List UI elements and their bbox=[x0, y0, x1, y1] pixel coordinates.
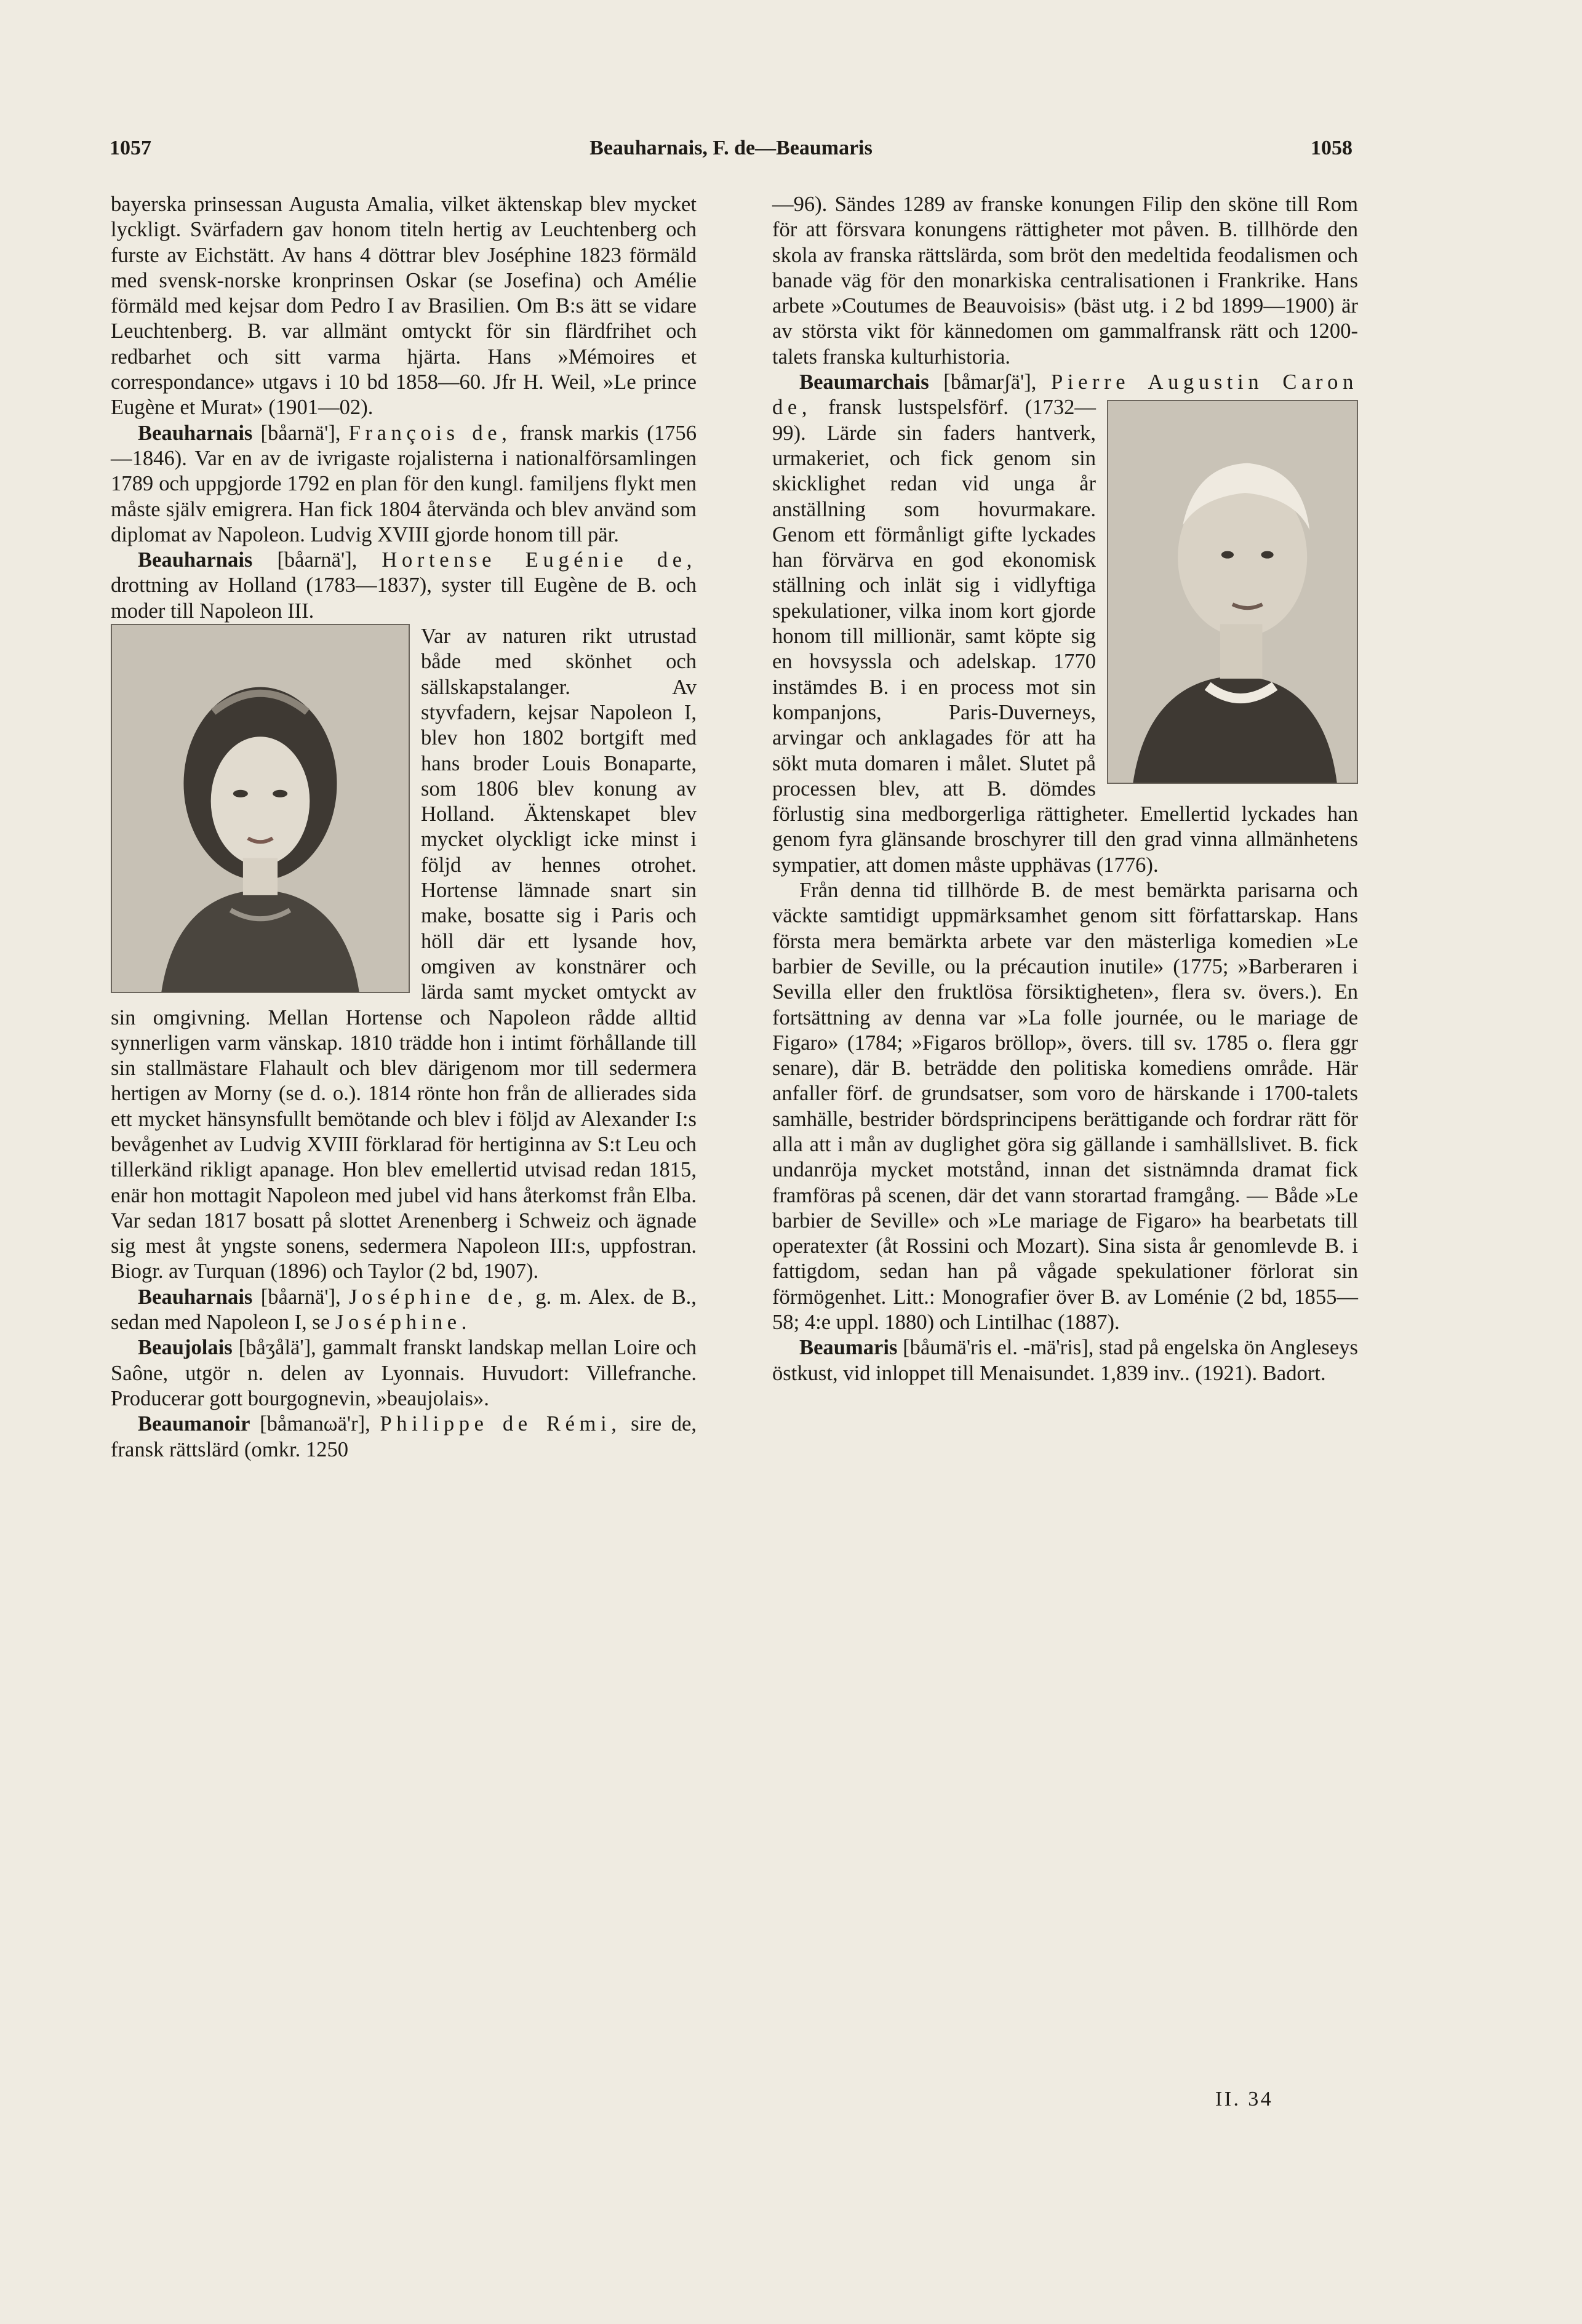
entry-hortense-continued: Var av naturen rikt utrustad både med skönhet och sällskapstalanger. Av styvfadern, kejsar Napoleon I, blev hon 1802 bortgift med hans broder Louis Bonaparte, som 1806 blev konung av Holland. Äktenskapet blev mycket olyckligt icke minst i följd av hennes otrohet. Hortense lämnade snart sin make, bosatte sig i Paris och höll där ett lysande hov, omgiven av konstnärer och lärda samt mycket omtyckt av sin omgivning. Mellan Hortense och Napoleon rådde alltid synnerligen varm vänskap. 1810 trädde hon i intimt förhållande till sin stallmästare Flahault och blev därigenom mor till sedermera hertigen av Morny (se d. o.). 1814 rönte hon från de allierades sida ett mycket hänsynsfullt bemötande och blev i följd av Alexander I:s bevågenhet av Ludvig XVIII förklarad för hertiginna av S:t Leu och tillerkänd rikligt apanage. Hon blev emellertid utvisad redan 1815, enär hon mottagit Napoleon med jubel vid hans återkomst från Elba. Var sedan 1817 bosatt på slottet Arenenberg i Schweiz och ägnade sig mest åt yngste sonens, sedermera Napoleon III:s, uppfostran. Biogr. av Turquan (1896) och Taylor (2 bd, 1907). bbox=[111, 625, 697, 1284]
portrait-beaumarchais-image bbox=[1107, 400, 1358, 784]
entry-beaumanoir-continued: —96). Sändes 1289 av franske konungen Filip den sköne till Rom för att försvara konungens rättigheter mot påven. B. tillhörde den skola av franska rättslärda, som bröt den medeltida feodalismen och banade väg för den monarkiska centralisationen i Frankrike. Hans arbete »Coutumes de Beauvoisis» (bäst utg. i 2 bd 1899—1900) är av största vikt för kännedomen om gammalfransk rätt och 1200-talets franska kulturhistoria. bbox=[772, 193, 1358, 369]
entry-text: stad på engelska ön Angleseys östkust, vid inloppet till Menaisundet. 1,839 inv.. (1921). Badort. bbox=[772, 1336, 1358, 1385]
entry-pronunciation: [båmarʃä'], bbox=[943, 370, 1037, 394]
entry-beaumanoir bbox=[111, 1412, 697, 1463]
entry-beaumarchais-continued: Från denna tid tillhörde B. de mest bemärkta parisarna och väckte samtidigt uppmärksamhet genom sitt författarskap. Hans första mera bemärkta arbete var den mästerliga komedien »Le barbier de Seville, ou la précaution inutile» (1775; »Barberaren i Sevilla eller den fruktlösa försiktigheten», flera sv. övers.). En fortsättning av denna var »La folle journée, ou le mariage de Figaro» (1784; »Figaros bröllop», övers. till sv. 1785 o. flera ggr senare), där B. beträdde den politiska komediens område. Här anfaller förf. de grundsatser, som voro de härskande i 1700-talets samhälle, bestrider bördsprincipens berättigande och fordrar rätt för alla att i mån av duglighet göra sig gällande i samhällslivet. B. fick undanröja mycket motstånd, innan det sistnämnda dramat fick framföras på scenen, där det vann storartad framgång. — Både »Le barbier de Seville» och »Le mariage de Figaro» ha bearbetats till operatexter (åt Rossini och Mozart). Sina sista år genomlevde B. i fattigdom, sedan han på vågade spekulationer förlorat sin förmögenhet. Litt.: Monografier över B. av Loménie (2 bd, 1855—58; 4:e uppl. 1880) och Lintilhac (1887). bbox=[772, 879, 1358, 1335]
portrait-woman-icon bbox=[112, 625, 409, 992]
entry-beaujolais bbox=[111, 1335, 697, 1412]
entry-pronunciation: [båʒålä'], bbox=[238, 1336, 316, 1360]
entry-name: Joséphine de, bbox=[349, 1285, 527, 1309]
running-title: Beauharnais, F. de—Beaumaris bbox=[589, 137, 873, 159]
portrait-man-icon bbox=[1108, 401, 1357, 783]
entry-headword: Beaumanoir bbox=[138, 1412, 250, 1436]
entry-text: sire de, fransk rättslärd (omkr. 1250 bbox=[111, 1412, 697, 1461]
entry-hortense-de-beauharnais bbox=[111, 548, 697, 624]
entry-continuation: bayerska prinsessan Augusta Amalia, vilket äktenskap blev mycket lyckligt. Svärfadern gav honom titeln hertig av Leuchtenberg och furste av Eichstätt. Av hans 4 döttrar blev Joséphine 1823 förmäld med svensk-norske kronprinsen Oskar (se Josefina) och Amélie förmäld med kejsar dom Pedro I av Brasilien. Om B:s ätt se vidare Leuchtenberg. B. var allmänt omtyckt för sin flärdfrihet och redbarhet och sitt varma hjärta. Hans »Mémoires et correspondance» utgavs i 10 bd 1858—60. Jfr H. Weil, »Le prince Eugène et Murat» (1901—02). bbox=[111, 193, 697, 420]
entry-pronunciation: [båmanωä'r], bbox=[260, 1412, 370, 1436]
entry-headword: Beaumaris bbox=[799, 1336, 898, 1360]
entry-text: g. m. Alex. de B., sedan med Napoleon I, se bbox=[111, 1285, 697, 1335]
entry-text: gammalt franskt landskap mellan Loire och Saône, utgör n. delen av Lyonnais. Huvudort: Villefranche. Producerar gott bourgognevin, »beaujolais». bbox=[111, 1336, 697, 1410]
entry-pronunciation: [båarnä'], bbox=[277, 548, 358, 572]
entry-beaumarchais bbox=[772, 370, 1358, 878]
entry-text: fransk lustspelsförf. (1732—99). Lärde sin faders hantverk, urmakeriet, och fick genom sin skicklighet redan vid unga år anställning som hovurmakare. Genom ett förmånligt gifte lyckades han förvärva en god ekonomisk ställning och inlät sig i vidlyftiga spekulationer, vilka inom kort gjorde honom till millionär, samt köpte sig en hovsyssla och adelskap. 1770 instämdes B. i en process mot sin kompanjons, Paris-Duverneys, arvingar och anklagades för att ha sökt muta domaren i målet. Slutet på processen blev, att B. dömdes förlustig sina medborgerliga rättigheter. Emellertid lyckades han genom fyra glänsande broschyrer till den grad vinna allmänhetens sympatier, att domen måste upphävas (1776). bbox=[772, 396, 1358, 877]
entry-text: fransk markis (1756—1846). Var en av de ivrigaste rojalisterna i nationalförsamlingen 1789 och uppgjorde 1792 en plan för den kungl. familjens flykt men måste själv emigrera. Han fick 1804 återvända och blev använd som diplomat av Napoleon. Ludvig XVIII gjorde honom till pär. bbox=[111, 421, 697, 546]
signature-mark: II. 34 bbox=[1215, 2088, 1274, 2110]
entry-pronunciation: [båumä'ris el. -mä'ris], bbox=[903, 1336, 1094, 1360]
entry-headword: Beauharnais bbox=[138, 548, 253, 572]
page-number-left: 1057 bbox=[110, 137, 151, 159]
entry-name: Hortense Eugénie de, bbox=[382, 548, 697, 572]
entry-name: François de, bbox=[348, 421, 512, 445]
entry-beaumaris bbox=[772, 1335, 1358, 1386]
entry-headword: Beaumarchais bbox=[799, 370, 929, 394]
page-number-right: 1058 bbox=[1311, 137, 1352, 159]
page-header bbox=[110, 137, 1352, 167]
entry-name: Philippe de Rémi, bbox=[380, 1412, 621, 1436]
entry-headword: Beaujolais bbox=[138, 1336, 233, 1360]
entry-headword: Beauharnais bbox=[138, 1285, 253, 1309]
left-column bbox=[111, 192, 697, 1463]
entry-francois-de-beauharnais bbox=[111, 421, 697, 548]
entry-pronunciation: [båarnä'], bbox=[260, 1285, 341, 1309]
entry-pronunciation: [båarnä'], bbox=[260, 421, 341, 445]
cross-reference: Joséphine. bbox=[335, 1311, 472, 1335]
entry-headword: Beauharnais bbox=[138, 421, 253, 445]
right-column bbox=[772, 192, 1358, 1386]
entry-name: Pierre Augustin Caron de, bbox=[772, 370, 1358, 420]
portrait-hortense-image bbox=[111, 624, 410, 993]
entry-josephine-de-beauharnais bbox=[111, 1285, 697, 1336]
entry-text: drottning av Holland (1783—1837), syster till Eugène de B. och moder till Napoleon III. bbox=[111, 573, 697, 623]
